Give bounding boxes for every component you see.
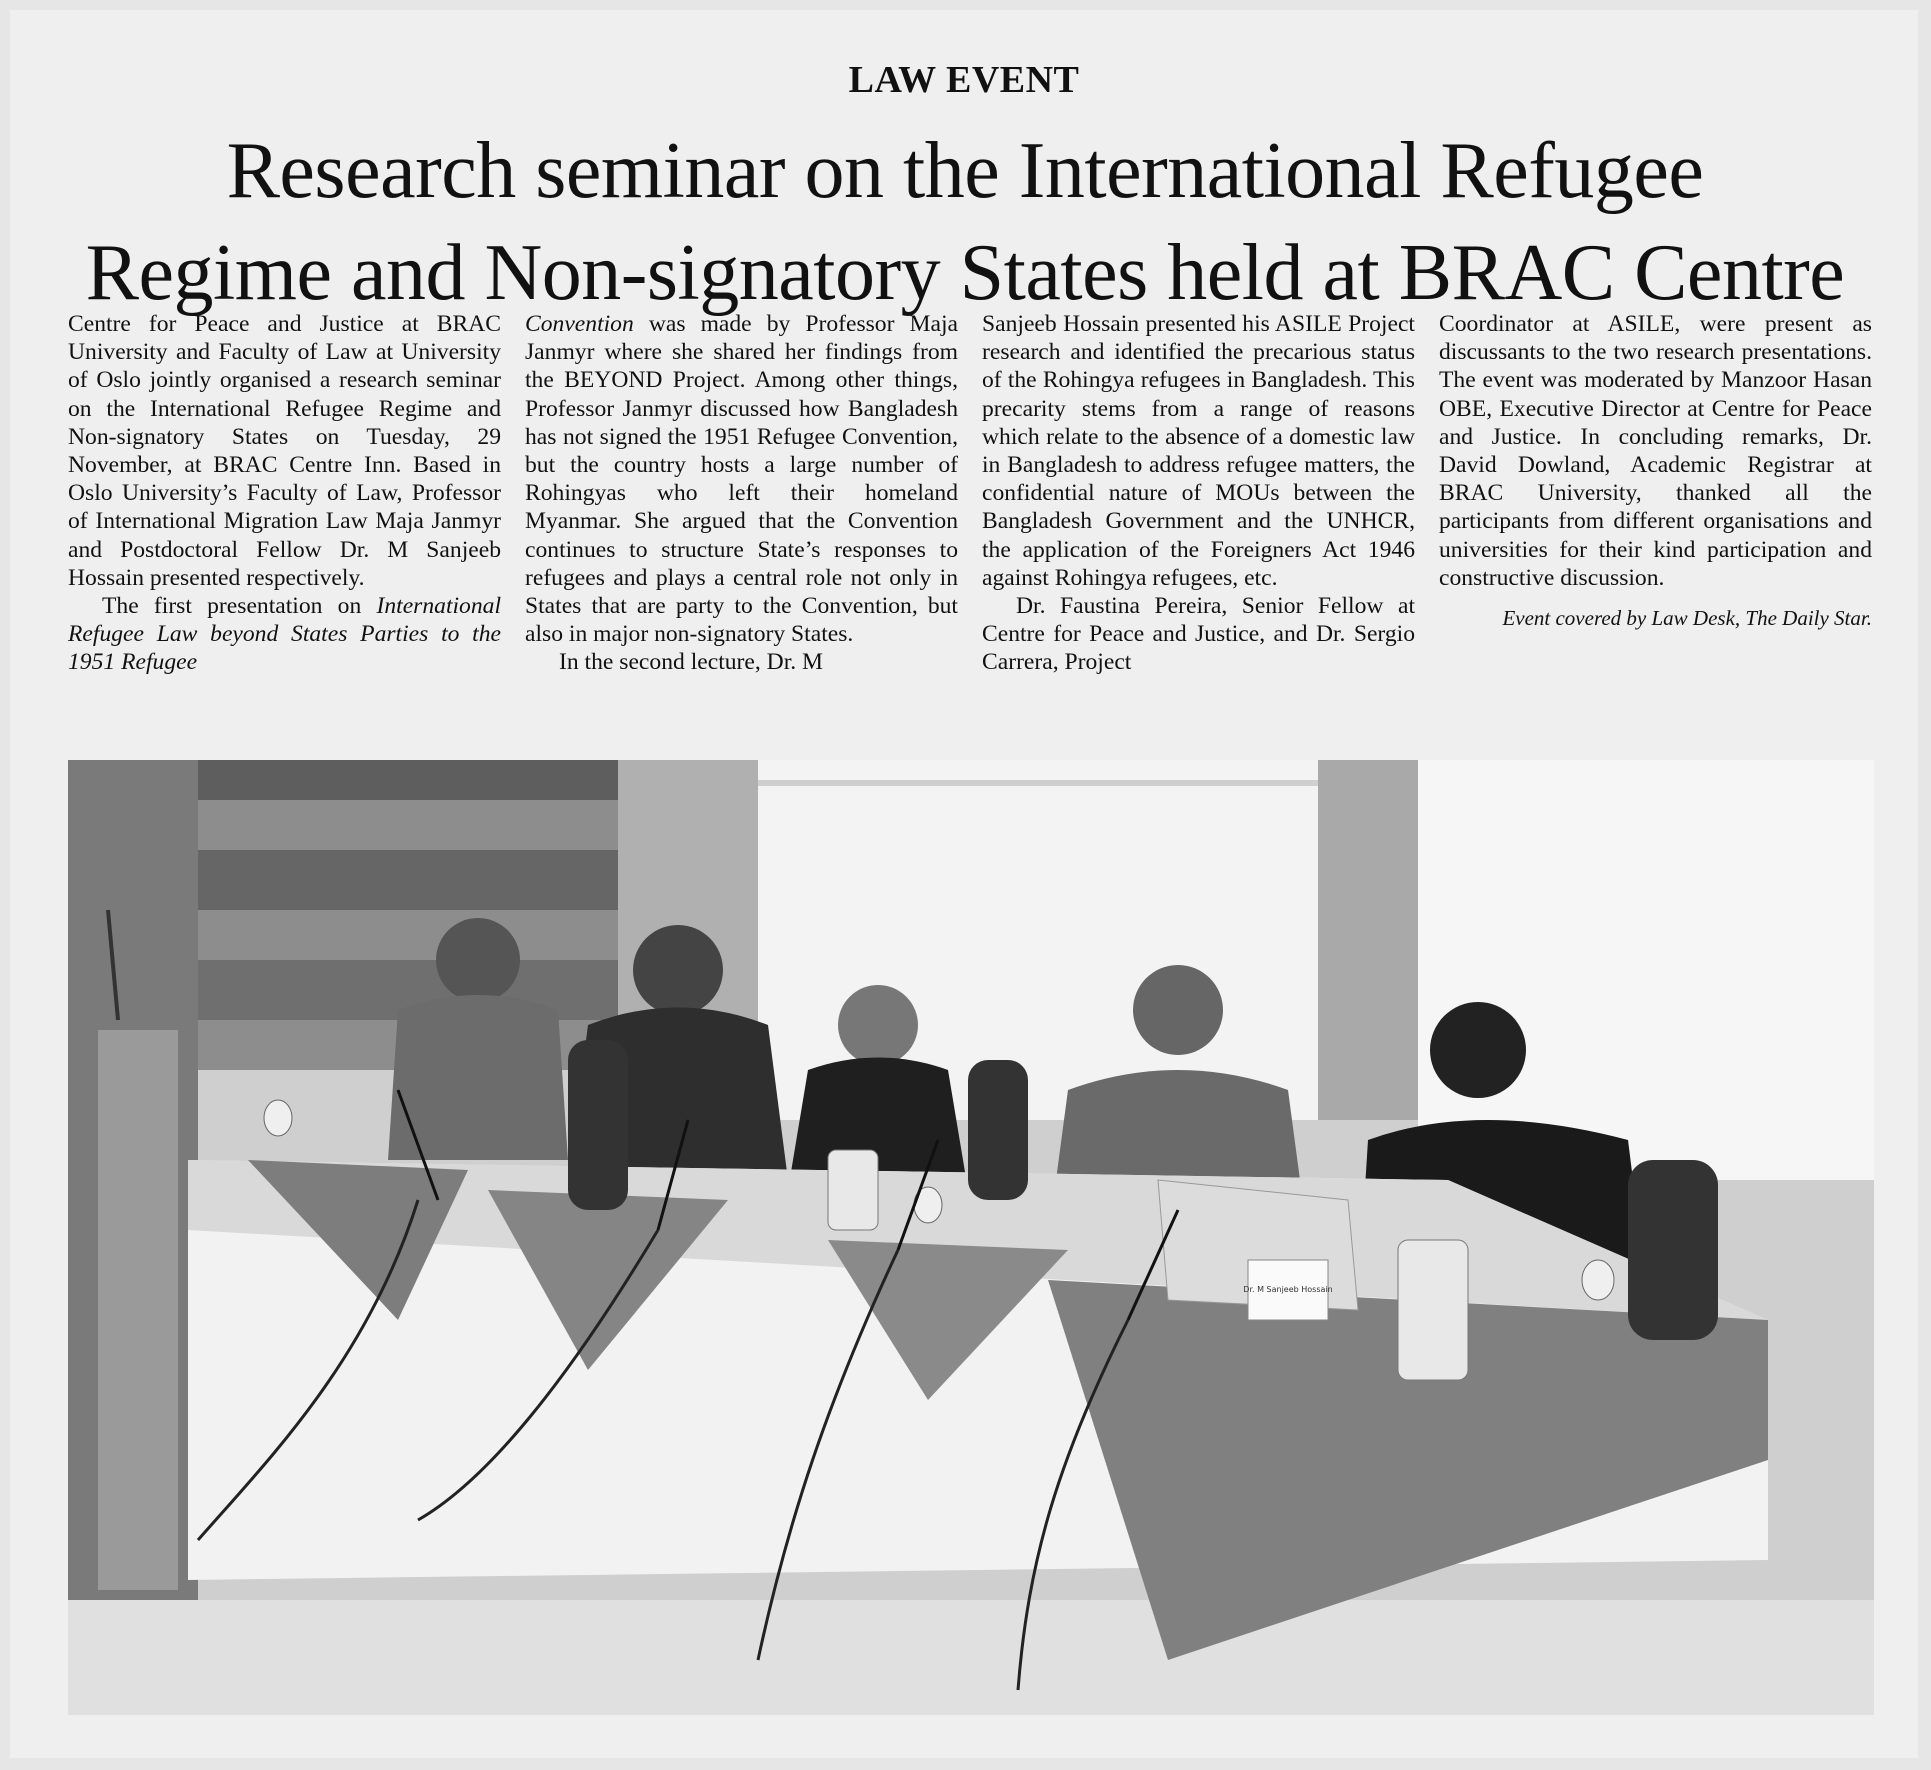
talk-title: International Refugee Law beyond States Parties to the 1951 Refugee bbox=[68, 593, 501, 676]
paragraph: Coordinator at ASILE, were present as discussants to the two research presentations. The event was moderated by Manzoor Hasan OBE, Executive Director at Centre for Peace and Justice. In concluding remarks, Dr. David Dowland, Academic Registrar at BRAC University, thanked all the participants from different organisations and universities for their kind participation and constructive discussion. bbox=[1439, 311, 1872, 591]
column-2 bbox=[525, 310, 958, 677]
wall-panel-stripe bbox=[198, 760, 618, 800]
paragraph: Sanjeeb Hossain presented his ASILE Project research and identified the precarious status of the Rohingya refugees in Bangladesh. This precarity stems from a range of reasons which relate to the absence of a domestic law in Bangladesh to address refugee matters, the confidential nature of MOUs between the Bangladesh Government and the UNHCR, the application of the Foreigners Act 1946 against Rohingya refugees, etc. bbox=[982, 311, 1415, 591]
column-3 bbox=[982, 310, 1415, 677]
talk-title-end: Convention bbox=[525, 311, 634, 337]
paragraph: In the second lecture, Dr. M bbox=[559, 649, 824, 676]
column-4 bbox=[1439, 310, 1872, 677]
paragraph: Dr. Faustina Pereira, Senior Fellow at Centre for Peace and Justice, and Dr. Sergio Carrera, Project bbox=[982, 593, 1415, 676]
headline-line-1: Research seminar on the International Refugee bbox=[226, 127, 1704, 215]
wood-panel bbox=[1318, 760, 1418, 1120]
floor bbox=[68, 1600, 1874, 1715]
event-credit: Event covered by Law Desk, The Daily Star. bbox=[1502, 606, 1872, 631]
headline-line-2: Regime and Non-signatory States held at BRAC Centre bbox=[85, 229, 1845, 317]
paragraph bbox=[68, 592, 501, 677]
paragraph: Centre for Peace and Justice at BRAC University and Faculty of Law at University of Oslo jointly organised a research seminar on the International Refugee Regime and Non-signatory States on Tuesday, 29 November, at BRAC Centre Inn. Based in Oslo University’s Faculty of Law, Professor of International Migration Law Maja Janmyr and Postdoctoral Fellow Dr. M Sanjeeb Hossain presented respectively. bbox=[68, 311, 501, 591]
water-jug bbox=[828, 1150, 878, 1230]
paragraph-text: was made by Professor Maja Janmyr where she shared her findings from the BEYOND Project. Among other things, Professor Janmyr discussed how Bangladesh has not signed the 1951 Refugee Convention, but the country hosts a large number of Rohingyas who left their homeland Myanmar. She argued that the Convention continues to structure State’s responses to refugees and plays a central role not only in States that are party to the Convention, but also in major non-signatory States. bbox=[525, 311, 958, 648]
wall-panel-stripe bbox=[198, 850, 618, 910]
column-1 bbox=[68, 310, 501, 677]
chair bbox=[568, 1040, 628, 1210]
paragraph bbox=[525, 310, 958, 648]
name-card-text: Dr. M Sanjeeb Hossain bbox=[1243, 1285, 1333, 1294]
chair bbox=[968, 1060, 1028, 1200]
water-jug bbox=[1398, 1240, 1468, 1380]
podium bbox=[98, 1030, 178, 1590]
screen-wall bbox=[1418, 760, 1874, 1180]
water-glass bbox=[1582, 1260, 1614, 1300]
headline bbox=[50, 120, 1880, 324]
water-glass bbox=[264, 1100, 292, 1136]
photo-illustration bbox=[68, 760, 1874, 1715]
article-body bbox=[68, 310, 1874, 677]
section-label: LAW EVENT bbox=[848, 59, 1080, 101]
newspaper-page bbox=[10, 10, 1918, 1758]
event-photo bbox=[68, 760, 1874, 1715]
wall-line bbox=[758, 780, 1318, 786]
paragraph-text: The first presentation on bbox=[102, 593, 377, 620]
chair bbox=[1628, 1160, 1718, 1340]
